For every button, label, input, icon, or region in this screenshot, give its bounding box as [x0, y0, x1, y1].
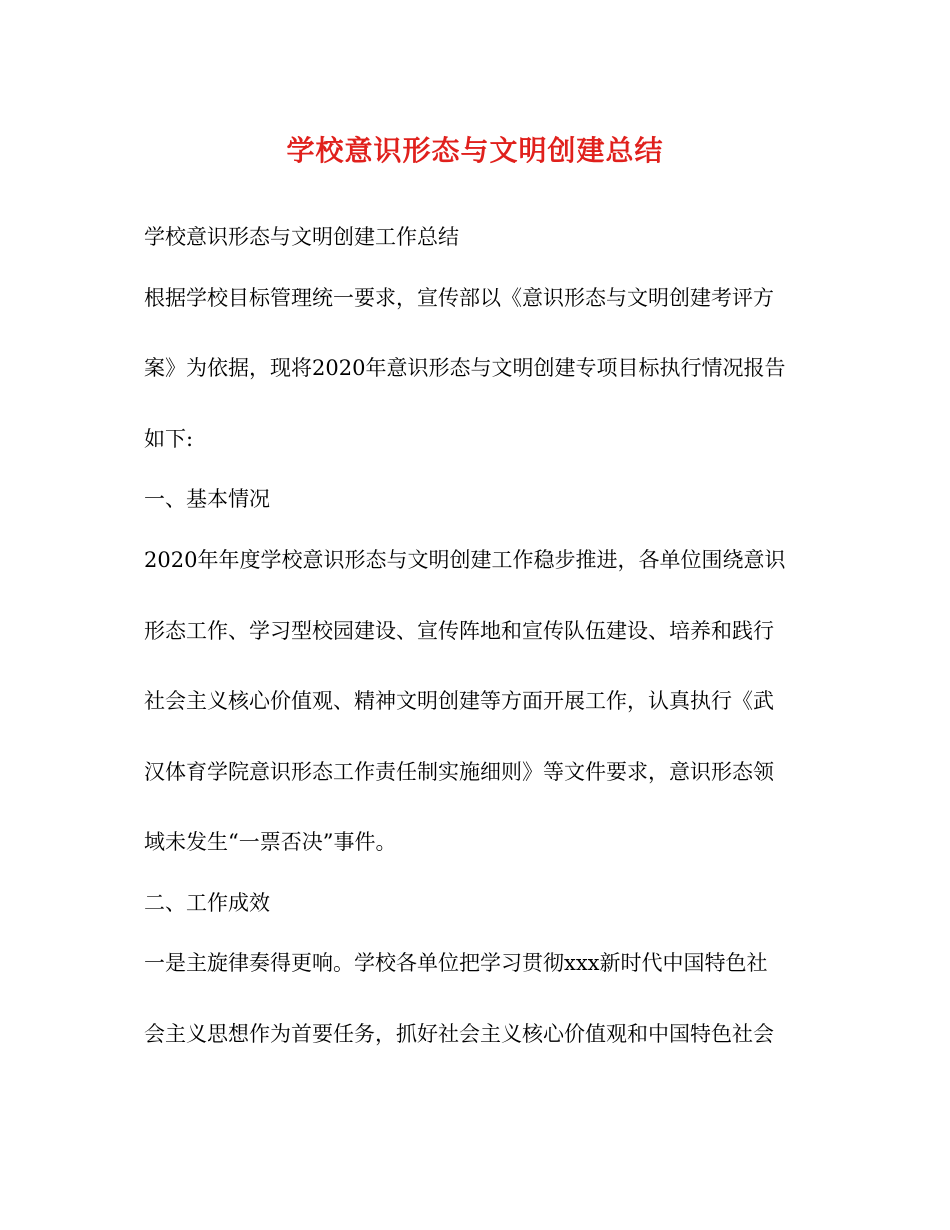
body-line: 会主义思想作为首要任务，抓好社会主义核心价值观和中国特色社会 — [144, 1022, 774, 1046]
section-heading: 二、工作成效 — [144, 891, 270, 915]
body-line: 2020年年度学校意识形态与文明创建工作稳步推进，各单位围绕意识 — [144, 548, 786, 572]
body-line: 案》为依据，现将2020年意识形态与文明创建专项目标执行情况报告 — [144, 356, 786, 380]
subtitle-line: 学校意识形态与文明创建工作总结 — [144, 225, 459, 249]
section-heading: 一、基本情况 — [144, 487, 270, 511]
body-line: 汉体育学院意识形态工作责任制实施细则》等文件要求，意识形态领 — [144, 760, 774, 784]
body-line: 一是主旋律奏得更响。学校各单位把学习贯彻xxx新时代中国特色社 — [144, 951, 768, 975]
body-line: 形态工作、学习型校园建设、宣传阵地和宣传队伍建设、培养和践行 — [144, 619, 774, 643]
document-title: 学校意识形态与文明创建总结 — [286, 134, 664, 167]
body-line: 根据学校目标管理统一要求，宣传部以《意识形态与文明创建考评方 — [144, 286, 774, 310]
body-line: 社会主义核心价值观、精神文明创建等方面开展工作，认真执行《武 — [144, 689, 774, 713]
body-line: 域未发生“一票否决”事件。 — [144, 830, 397, 854]
body-line: 如下: — [144, 427, 194, 451]
